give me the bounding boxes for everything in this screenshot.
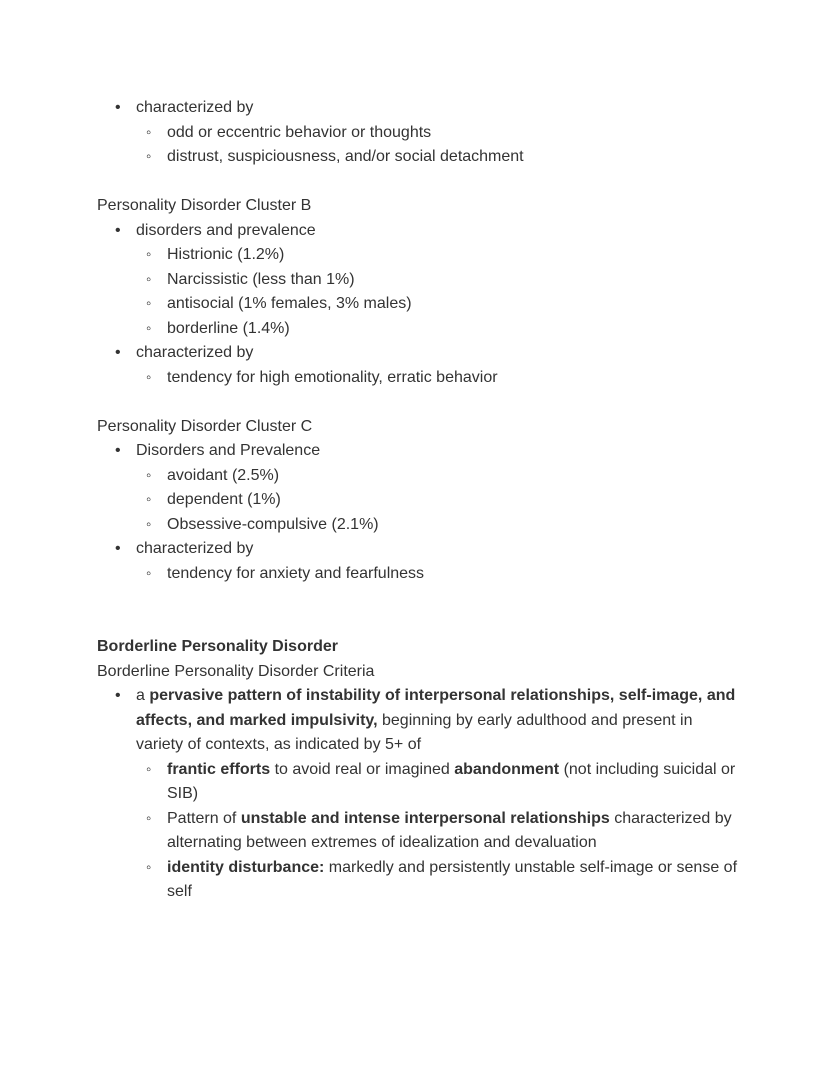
list-item-text	[136, 439, 738, 464]
list-item-text	[167, 145, 738, 170]
bullet-circle-icon: ◦	[146, 270, 152, 288]
bullet-circle-icon: ◦	[146, 466, 152, 484]
text-segment: dependent (1%)	[167, 491, 281, 508]
list-item-text	[167, 268, 738, 293]
list-item-text	[167, 758, 738, 807]
list-item-text	[167, 488, 738, 513]
bullet-circle-icon: ◦	[146, 491, 152, 508]
text-segment: (not including suicidal or SIB)	[167, 760, 736, 802]
text-segment: Disorders and Prevalence	[136, 442, 321, 459]
bullet-circle-icon: ◦	[146, 295, 152, 312]
section-subheading	[97, 660, 738, 685]
bullet-disc-icon: •	[115, 221, 121, 239]
bullet-circle-icon: ◦	[146, 760, 152, 778]
text-segment: Narcissistic (less than 1%)	[167, 270, 355, 288]
list-item	[97, 537, 738, 562]
list-item-text	[136, 341, 738, 366]
block-spacer	[97, 170, 738, 195]
text-segment-bold: Borderline Personality Disorder	[97, 638, 338, 655]
list-item	[97, 145, 738, 170]
list-item-text	[136, 537, 738, 562]
bullet-circle-icon: ◦	[146, 319, 152, 337]
list-item-text	[167, 243, 738, 268]
list-item	[97, 562, 738, 587]
list-item-text	[167, 807, 738, 856]
text-segment: borderline (1.4%)	[167, 319, 290, 337]
text-segment-bold: pervasive pattern of instability of interpersonal relationships, self-image, and affects, and marked impulsivity,	[136, 687, 736, 729]
list-item	[97, 121, 738, 146]
bullet-disc-icon: •	[115, 99, 121, 116]
text-segment: characterized by alternating between extremes of idealization and devaluation	[167, 809, 732, 851]
text-segment: antisocial (1% females, 3% males)	[167, 295, 412, 312]
list-item	[97, 317, 738, 342]
text-segment: distrust, suspiciousness, and/or social detachment	[167, 148, 524, 165]
list-item	[97, 341, 738, 366]
bullet-circle-icon: ◦	[146, 515, 152, 533]
bullet-disc-icon: •	[115, 687, 121, 704]
list-item	[97, 758, 738, 807]
list-item	[97, 292, 738, 317]
list-item	[97, 488, 738, 513]
list-item-text	[167, 317, 738, 342]
section-heading	[97, 415, 738, 440]
bullet-circle-icon: ◦	[146, 564, 152, 582]
bullet-circle-icon: ◦	[146, 809, 152, 827]
text-segment: characterized by	[136, 540, 254, 557]
list-item	[97, 219, 738, 244]
text-segment: tendency for anxiety and fearfulness	[167, 564, 425, 582]
text-segment: characterized by	[136, 344, 254, 361]
list-item-text	[167, 856, 738, 905]
list-item	[97, 268, 738, 293]
section-heading	[97, 635, 738, 660]
list-item	[97, 243, 738, 268]
text-segment-bold: identity disturbance:	[167, 858, 325, 876]
text-segment-bold: unstable and intense interpersonal relationships	[240, 809, 610, 827]
list-item	[97, 856, 738, 905]
list-item-text	[167, 121, 738, 146]
text-segment: Histrionic (1.2%)	[167, 246, 285, 263]
text-segment: odd or eccentric behavior or thoughts	[167, 123, 432, 141]
list-item-text	[136, 96, 738, 121]
text-segment: a	[136, 687, 150, 704]
list-item	[97, 513, 738, 538]
list-item	[97, 96, 738, 121]
block-spacer	[97, 586, 738, 635]
text-segment: avoidant (2.5%)	[167, 466, 280, 484]
bullet-circle-icon: ◦	[146, 858, 152, 876]
bullet-circle-icon: ◦	[146, 246, 152, 263]
list-item-text	[167, 366, 738, 391]
list-item-text	[167, 292, 738, 317]
text-segment: Obsessive-compulsive (2.1%)	[167, 515, 379, 533]
list-item	[97, 464, 738, 489]
list-item	[97, 807, 738, 856]
list-item	[97, 684, 738, 758]
text-segment: Borderline Personality Disorder Criteria	[97, 662, 375, 680]
list-item-text	[167, 513, 738, 538]
text-segment: Personality Disorder Cluster C	[97, 417, 313, 435]
text-segment: beginning by early adulthood and present in variety of contexts, as indicated by 5+ of	[136, 711, 693, 753]
bullet-circle-icon: ◦	[146, 123, 152, 141]
text-segment: characterized by	[136, 99, 254, 116]
bullet-disc-icon: •	[115, 540, 121, 557]
block-spacer	[97, 390, 738, 415]
bullet-circle-icon: ◦	[146, 368, 152, 386]
list-item	[97, 366, 738, 391]
text-segment-bold: frantic efforts	[167, 760, 271, 778]
section-heading	[97, 194, 738, 219]
bullet-circle-icon: ◦	[146, 148, 152, 165]
list-item-text	[167, 562, 738, 587]
list-item-text	[136, 684, 738, 758]
text-segment: markedly and persistently unstable self-image or sense of self	[167, 858, 738, 900]
text-segment: disorders and prevalence	[136, 221, 316, 239]
bullet-disc-icon: •	[115, 344, 121, 361]
text-segment: Pattern of	[167, 809, 241, 827]
list-item-text	[167, 464, 738, 489]
text-segment: Personality Disorder Cluster B	[97, 197, 312, 214]
bullet-disc-icon: •	[115, 442, 121, 459]
text-segment: tendency for high emotionality, erratic behavior	[167, 368, 498, 386]
text-segment: to avoid real or imagined	[270, 760, 455, 778]
text-segment-bold: abandonment	[454, 760, 560, 778]
list-item	[97, 439, 738, 464]
list-item-text	[136, 219, 738, 244]
